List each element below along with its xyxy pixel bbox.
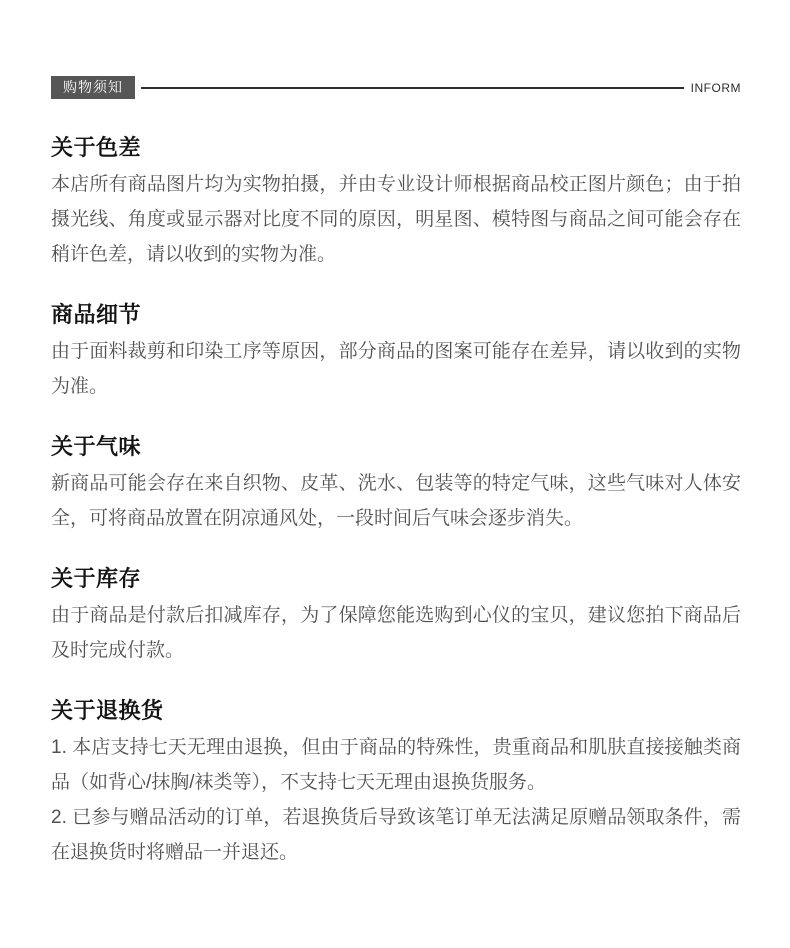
section-stock (51, 566, 741, 668)
section-paragraph: 由于商品是付款后扣减库存，为了保障您能选购到心仪的宝贝，建议您拍下商品后及时完成付款。 (51, 605, 741, 661)
section-odor (51, 434, 741, 536)
section-title-color-difference: 关于色差 (51, 135, 142, 160)
section-title-stock: 关于库存 (51, 566, 142, 591)
section-paragraph: 2. 已参与赠品活动的订单，若退换货后导致该笔订单无法满足原赠品领取条件，需在退换货时将赠品一并退还。 (51, 807, 741, 863)
section-title-returns: 关于退换货 (51, 698, 164, 723)
section-title-odor: 关于气味 (51, 434, 142, 459)
section-color-difference (51, 135, 741, 272)
section-paragraph: 本店所有商品图片均为实物拍摄，并由专业设计师根据商品校正图片颜色；由于拍摄光线、角度或显示器对比度不同的原因，明星图、模特图与商品之间可能会存在稍许色差，请以收到的实物为准。 (51, 174, 741, 265)
section-paragraph: 1. 本店支持七天无理由退换，但由于商品的特殊性，贵重商品和肌肤直接接触类商品（如背心/抹胸/袜类等），不支持七天无理由退换货服务。 (51, 737, 741, 793)
header-divider-line (141, 87, 684, 89)
section-product-details (51, 302, 741, 404)
inform-label: INFORM (690, 80, 741, 95)
section-title-product-details: 商品细节 (51, 302, 142, 327)
notice-badge: 购物须知 (51, 76, 135, 99)
section-returns (51, 698, 741, 870)
notice-header (51, 76, 741, 99)
section-paragraph: 由于面料裁剪和印染工序等原因，部分商品的图案可能存在差异，请以收到的实物为准。 (51, 341, 741, 397)
section-paragraph: 新商品可能会存在来自织物、皮革、洗水、包装等的特定气味，这些气味对人体安全，可将商品放置在阴凉通风处，一段时间后气味会逐步消失。 (51, 473, 741, 529)
